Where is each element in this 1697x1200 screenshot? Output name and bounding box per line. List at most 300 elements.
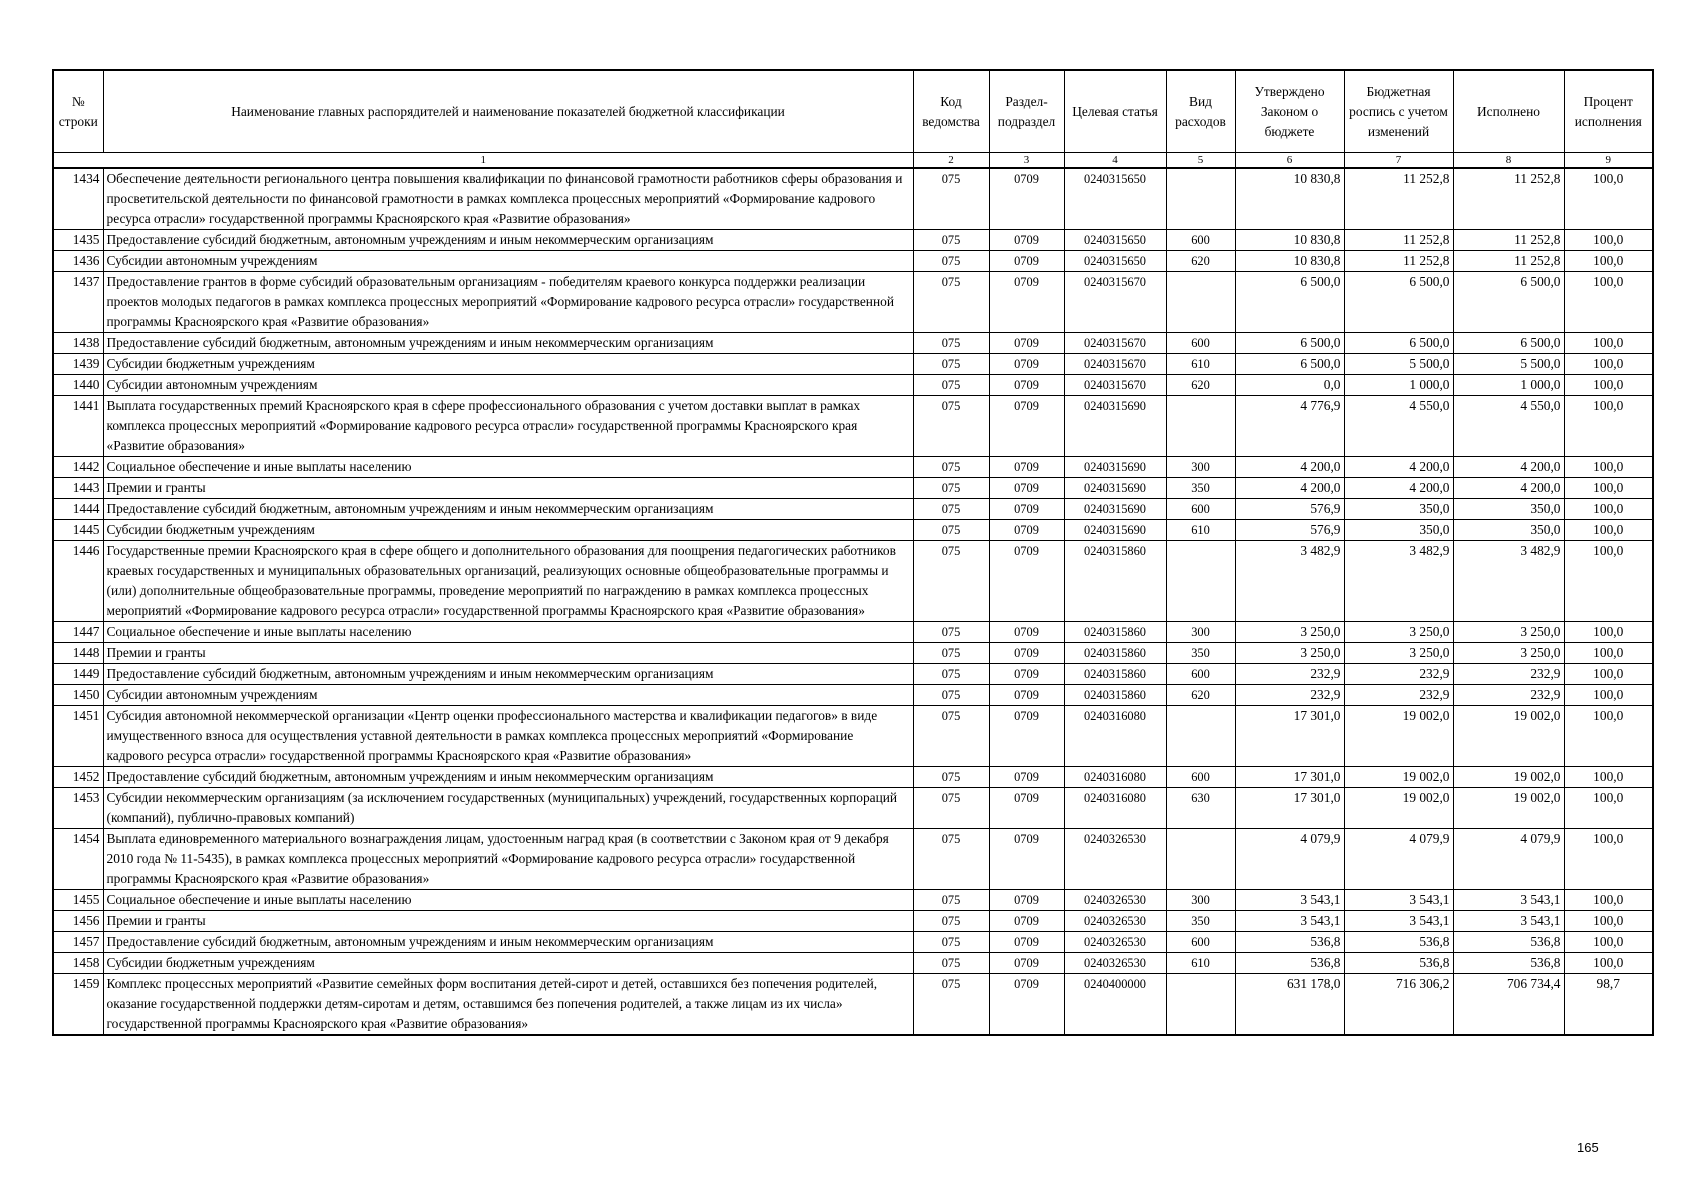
executed-amount-cell: 11 252,8 <box>1453 230 1564 251</box>
execution-percent-cell: 98,7 <box>1564 974 1653 1036</box>
budget-amount-cell: 4 550,0 <box>1344 396 1453 457</box>
row-name-cell: Премии и гранты <box>103 478 913 499</box>
table-row <box>53 890 1653 911</box>
department-code-cell: 075 <box>913 911 989 932</box>
department-code-cell: 075 <box>913 396 989 457</box>
expense-type-cell <box>1166 974 1235 1036</box>
row-number-cell: 1442 <box>53 457 103 478</box>
department-code-cell: 075 <box>913 520 989 541</box>
row-number-cell: 1459 <box>53 974 103 1036</box>
row-name-cell: Государственные премии Красноярского края в сфере общего и дополнительного образования для поощрения педагогических работников краевых государственных и муниципальных образовательных организаций, реализующих основные общеобразовательные программы и (или) дополнительные общеобразовательные программы, проведение мероприятий по награждению в рамках комплекса процессных мероприятий «Формирование кадрового ресурса отрасли» государственной программы Красноярского края «Развитие образования» <box>103 541 913 622</box>
table-row <box>53 520 1653 541</box>
department-code-cell: 075 <box>913 478 989 499</box>
budget-amount-cell: 11 252,8 <box>1344 230 1453 251</box>
section-cell: 0709 <box>989 375 1064 396</box>
budget-amount-cell: 350,0 <box>1344 499 1453 520</box>
executed-amount-cell: 11 252,8 <box>1453 251 1564 272</box>
executed-amount-cell: 4 200,0 <box>1453 478 1564 499</box>
department-code-cell: 075 <box>913 168 989 230</box>
execution-percent-cell: 100,0 <box>1564 520 1653 541</box>
executed-amount-cell: 3 482,9 <box>1453 541 1564 622</box>
header-expense-type: Вид расходов <box>1166 70 1235 153</box>
target-article-cell: 0240326530 <box>1064 911 1166 932</box>
department-code-cell: 075 <box>913 974 989 1036</box>
table-row <box>53 396 1653 457</box>
header-execution-percent: Процент исполнения <box>1564 70 1653 153</box>
target-article-cell: 0240315670 <box>1064 354 1166 375</box>
target-article-cell: 0240326530 <box>1064 932 1166 953</box>
row-name-cell: Предоставление субсидий бюджетным, автономным учреждениям и иным некоммерческим организациям <box>103 932 913 953</box>
row-name-cell: Предоставление грантов в форме субсидий образовательным организациям - победителям краевого конкурса поддержки реализации проектов молодых педагогов в рамках комплекса процессных мероприятий «Формирование кадрового ресурса отрасли» государственной программы Красноярского края «Развитие образования» <box>103 272 913 333</box>
approved-amount-cell: 17 301,0 <box>1235 788 1344 829</box>
row-number-cell: 1455 <box>53 890 103 911</box>
target-article-cell: 0240315860 <box>1064 622 1166 643</box>
executed-amount-cell: 232,9 <box>1453 685 1564 706</box>
budget-amount-cell: 19 002,0 <box>1344 788 1453 829</box>
header-approved-by-law: Утверждено Законом о бюджете <box>1235 70 1344 153</box>
table-row <box>53 622 1653 643</box>
expense-type-cell: 620 <box>1166 251 1235 272</box>
budget-amount-cell: 4 200,0 <box>1344 457 1453 478</box>
execution-percent-cell: 100,0 <box>1564 911 1653 932</box>
executed-amount-cell: 706 734,4 <box>1453 974 1564 1036</box>
budget-amount-cell: 4 079,9 <box>1344 829 1453 890</box>
row-name-cell: Субсидии автономным учреждениям <box>103 685 913 706</box>
table-row <box>53 333 1653 354</box>
target-article-cell: 0240315860 <box>1064 643 1166 664</box>
section-cell: 0709 <box>989 767 1064 788</box>
approved-amount-cell: 3 250,0 <box>1235 643 1344 664</box>
executed-amount-cell: 6 500,0 <box>1453 272 1564 333</box>
execution-percent-cell: 100,0 <box>1564 706 1653 767</box>
table-row <box>53 478 1653 499</box>
row-name-cell: Предоставление субсидий бюджетным, автономным учреждениям и иным некоммерческим организациям <box>103 333 913 354</box>
execution-percent-cell: 100,0 <box>1564 457 1653 478</box>
department-code-cell: 075 <box>913 457 989 478</box>
budget-amount-cell: 19 002,0 <box>1344 706 1453 767</box>
row-name-cell: Комплекс процессных мероприятий «Развитие семейных форм воспитания детей-сирот и детей, оставшихся без попечения родителей, оказание государственной поддержки детям-сиротам и детям, оставшимся без попечения родителей, а также лицам из их числа» государственной программы Красноярского края «Развитие образования» <box>103 974 913 1036</box>
department-code-cell: 075 <box>913 685 989 706</box>
target-article-cell: 0240315690 <box>1064 457 1166 478</box>
executed-amount-cell: 232,9 <box>1453 664 1564 685</box>
approved-amount-cell: 4 200,0 <box>1235 478 1344 499</box>
executed-amount-cell: 350,0 <box>1453 520 1564 541</box>
table-row <box>53 953 1653 974</box>
target-article-cell: 0240315650 <box>1064 168 1166 230</box>
budget-amount-cell: 11 252,8 <box>1344 251 1453 272</box>
row-number-cell: 1457 <box>53 932 103 953</box>
executed-amount-cell: 1 000,0 <box>1453 375 1564 396</box>
table-header-row <box>53 70 1653 153</box>
execution-percent-cell: 100,0 <box>1564 767 1653 788</box>
target-article-cell: 0240315690 <box>1064 396 1166 457</box>
expense-type-cell: 600 <box>1166 230 1235 251</box>
row-number-cell: 1438 <box>53 333 103 354</box>
table-row <box>53 911 1653 932</box>
row-number-cell: 1434 <box>53 168 103 230</box>
column-number: 4 <box>1064 153 1166 169</box>
budget-amount-cell: 11 252,8 <box>1344 168 1453 230</box>
row-number-cell: 1445 <box>53 520 103 541</box>
budget-amount-cell: 3 482,9 <box>1344 541 1453 622</box>
approved-amount-cell: 576,9 <box>1235 520 1344 541</box>
table-row <box>53 354 1653 375</box>
row-number-cell: 1452 <box>53 767 103 788</box>
row-number-cell: 1453 <box>53 788 103 829</box>
department-code-cell: 075 <box>913 767 989 788</box>
row-name-cell: Предоставление субсидий бюджетным, автономным учреждениям и иным некоммерческим организациям <box>103 767 913 788</box>
execution-percent-cell: 100,0 <box>1564 251 1653 272</box>
department-code-cell: 075 <box>913 788 989 829</box>
department-code-cell: 075 <box>913 230 989 251</box>
table-row <box>53 251 1653 272</box>
department-code-cell: 075 <box>913 354 989 375</box>
row-name-cell: Субсидии бюджетным учреждениям <box>103 354 913 375</box>
table-row <box>53 168 1653 230</box>
execution-percent-cell: 100,0 <box>1564 230 1653 251</box>
row-number-cell: 1439 <box>53 354 103 375</box>
expense-type-cell <box>1166 396 1235 457</box>
department-code-cell: 075 <box>913 890 989 911</box>
table-row <box>53 685 1653 706</box>
row-number-cell: 1451 <box>53 706 103 767</box>
executed-amount-cell: 4 200,0 <box>1453 457 1564 478</box>
column-number: 8 <box>1453 153 1564 169</box>
row-name-cell: Социальное обеспечение и иные выплаты населению <box>103 890 913 911</box>
row-name-cell: Обеспечение деятельности регионального центра повышения квалификации по финансовой грамотности работников сферы образования и просветительской деятельности по финансовой грамотности в рамках комплекса процессных мероприятий «Формирование кадрового ресурса отрасли» государственной программы Красноярского края «Развитие образования» <box>103 168 913 230</box>
target-article-cell: 0240315860 <box>1064 541 1166 622</box>
approved-amount-cell: 4 200,0 <box>1235 457 1344 478</box>
execution-percent-cell: 100,0 <box>1564 643 1653 664</box>
section-cell: 0709 <box>989 457 1064 478</box>
execution-percent-cell: 100,0 <box>1564 890 1653 911</box>
budget-amount-cell: 716 306,2 <box>1344 974 1453 1036</box>
target-article-cell: 0240326530 <box>1064 953 1166 974</box>
budget-report-sheet <box>52 69 1652 1036</box>
approved-amount-cell: 17 301,0 <box>1235 706 1344 767</box>
row-name-cell: Социальное обеспечение и иные выплаты населению <box>103 622 913 643</box>
expense-type-cell: 610 <box>1166 953 1235 974</box>
row-number-cell: 1443 <box>53 478 103 499</box>
budget-amount-cell: 232,9 <box>1344 664 1453 685</box>
budget-amount-cell: 3 250,0 <box>1344 622 1453 643</box>
header-budget-schedule: Бюджетная роспись с учетом изменений <box>1344 70 1453 153</box>
section-cell: 0709 <box>989 932 1064 953</box>
execution-percent-cell: 100,0 <box>1564 272 1653 333</box>
target-article-cell: 0240316080 <box>1064 788 1166 829</box>
section-cell: 0709 <box>989 396 1064 457</box>
column-number: 7 <box>1344 153 1453 169</box>
row-name-cell: Субсидии бюджетным учреждениям <box>103 953 913 974</box>
approved-amount-cell: 10 830,8 <box>1235 251 1344 272</box>
column-numbers-row <box>53 153 1653 169</box>
approved-amount-cell: 10 830,8 <box>1235 230 1344 251</box>
expense-type-cell <box>1166 541 1235 622</box>
department-code-cell: 075 <box>913 375 989 396</box>
target-article-cell: 0240315670 <box>1064 375 1166 396</box>
row-name-cell: Субсидии некоммерческим организациям (за исключением государственных (муниципальных) учреждений, государственных корпораций (компаний), публично-правовых компаний) <box>103 788 913 829</box>
approved-amount-cell: 10 830,8 <box>1235 168 1344 230</box>
row-number-cell: 1440 <box>53 375 103 396</box>
table-row <box>53 706 1653 767</box>
approved-amount-cell: 0,0 <box>1235 375 1344 396</box>
table-row <box>53 974 1653 1036</box>
expense-type-cell: 610 <box>1166 520 1235 541</box>
budget-amount-cell: 5 500,0 <box>1344 354 1453 375</box>
approved-amount-cell: 4 776,9 <box>1235 396 1344 457</box>
row-name-cell: Премии и гранты <box>103 911 913 932</box>
executed-amount-cell: 3 250,0 <box>1453 622 1564 643</box>
execution-percent-cell: 100,0 <box>1564 664 1653 685</box>
execution-percent-cell: 100,0 <box>1564 168 1653 230</box>
section-cell: 0709 <box>989 333 1064 354</box>
section-cell: 0709 <box>989 890 1064 911</box>
approved-amount-cell: 631 178,0 <box>1235 974 1344 1036</box>
column-number: 3 <box>989 153 1064 169</box>
row-number-cell: 1458 <box>53 953 103 974</box>
row-number-cell: 1448 <box>53 643 103 664</box>
section-cell: 0709 <box>989 541 1064 622</box>
department-code-cell: 075 <box>913 932 989 953</box>
expense-type-cell: 600 <box>1166 932 1235 953</box>
expense-type-cell: 300 <box>1166 890 1235 911</box>
table-row <box>53 375 1653 396</box>
row-name-cell: Субсидии автономным учреждениям <box>103 251 913 272</box>
expense-type-cell: 600 <box>1166 664 1235 685</box>
executed-amount-cell: 536,8 <box>1453 932 1564 953</box>
approved-amount-cell: 232,9 <box>1235 685 1344 706</box>
target-article-cell: 0240315670 <box>1064 333 1166 354</box>
approved-amount-cell: 3 482,9 <box>1235 541 1344 622</box>
section-cell: 0709 <box>989 829 1064 890</box>
row-number-cell: 1449 <box>53 664 103 685</box>
table-row <box>53 664 1653 685</box>
execution-percent-cell: 100,0 <box>1564 333 1653 354</box>
row-number-cell: 1444 <box>53 499 103 520</box>
executed-amount-cell: 536,8 <box>1453 953 1564 974</box>
budget-amount-cell: 536,8 <box>1344 953 1453 974</box>
table-row <box>53 272 1653 333</box>
approved-amount-cell: 232,9 <box>1235 664 1344 685</box>
section-cell: 0709 <box>989 230 1064 251</box>
section-cell: 0709 <box>989 478 1064 499</box>
expense-type-cell: 350 <box>1166 478 1235 499</box>
approved-amount-cell: 536,8 <box>1235 932 1344 953</box>
executed-amount-cell: 19 002,0 <box>1453 767 1564 788</box>
execution-percent-cell: 100,0 <box>1564 685 1653 706</box>
approved-amount-cell: 6 500,0 <box>1235 272 1344 333</box>
target-article-cell: 0240315690 <box>1064 499 1166 520</box>
approved-amount-cell: 576,9 <box>1235 499 1344 520</box>
expense-type-cell: 600 <box>1166 333 1235 354</box>
execution-percent-cell: 100,0 <box>1564 354 1653 375</box>
budget-amount-cell: 1 000,0 <box>1344 375 1453 396</box>
row-name-cell: Премии и гранты <box>103 643 913 664</box>
section-cell: 0709 <box>989 664 1064 685</box>
executed-amount-cell: 4 550,0 <box>1453 396 1564 457</box>
target-article-cell: 0240316080 <box>1064 706 1166 767</box>
header-executed: Исполнено <box>1453 70 1564 153</box>
row-number-cell: 1450 <box>53 685 103 706</box>
row-name-cell: Субсидии автономным учреждениям <box>103 375 913 396</box>
target-article-cell: 0240400000 <box>1064 974 1166 1036</box>
executed-amount-cell: 350,0 <box>1453 499 1564 520</box>
row-number-cell: 1437 <box>53 272 103 333</box>
column-number: 9 <box>1564 153 1653 169</box>
expense-type-cell <box>1166 829 1235 890</box>
department-code-cell: 075 <box>913 541 989 622</box>
expense-type-cell: 600 <box>1166 499 1235 520</box>
execution-percent-cell: 100,0 <box>1564 622 1653 643</box>
section-cell: 0709 <box>989 354 1064 375</box>
column-number: 5 <box>1166 153 1235 169</box>
target-article-cell: 0240326530 <box>1064 890 1166 911</box>
department-code-cell: 075 <box>913 664 989 685</box>
expense-type-cell: 630 <box>1166 788 1235 829</box>
table-row <box>53 541 1653 622</box>
row-number-cell: 1446 <box>53 541 103 622</box>
section-cell: 0709 <box>989 622 1064 643</box>
target-article-cell: 0240315650 <box>1064 251 1166 272</box>
department-code-cell: 075 <box>913 622 989 643</box>
page-number: 165 <box>1577 1140 1599 1155</box>
table-row <box>53 643 1653 664</box>
table-row <box>53 829 1653 890</box>
section-cell: 0709 <box>989 953 1064 974</box>
department-code-cell: 075 <box>913 272 989 333</box>
executed-amount-cell: 3 543,1 <box>1453 890 1564 911</box>
expense-type-cell: 600 <box>1166 767 1235 788</box>
table-row <box>53 932 1653 953</box>
row-number-cell: 1441 <box>53 396 103 457</box>
section-cell: 0709 <box>989 168 1064 230</box>
target-article-cell: 0240315860 <box>1064 664 1166 685</box>
execution-percent-cell: 100,0 <box>1564 396 1653 457</box>
section-cell: 0709 <box>989 251 1064 272</box>
section-cell: 0709 <box>989 643 1064 664</box>
header-target-article: Целевая статья <box>1064 70 1166 153</box>
expense-type-cell: 300 <box>1166 457 1235 478</box>
header-name: Наименование главных распорядителей и наименование показателей бюджетной классификации <box>103 70 913 153</box>
expense-type-cell: 300 <box>1166 622 1235 643</box>
executed-amount-cell: 11 252,8 <box>1453 168 1564 230</box>
approved-amount-cell: 6 500,0 <box>1235 354 1344 375</box>
row-number-cell: 1447 <box>53 622 103 643</box>
section-cell: 0709 <box>989 706 1064 767</box>
executed-amount-cell: 3 543,1 <box>1453 911 1564 932</box>
column-number: 1 <box>53 153 913 169</box>
department-code-cell: 075 <box>913 251 989 272</box>
row-name-cell: Предоставление субсидий бюджетным, автономным учреждениям и иным некоммерческим организациям <box>103 499 913 520</box>
budget-amount-cell: 350,0 <box>1344 520 1453 541</box>
target-article-cell: 0240315690 <box>1064 520 1166 541</box>
approved-amount-cell: 3 543,1 <box>1235 911 1344 932</box>
header-section: Раздел-подраздел <box>989 70 1064 153</box>
section-cell: 0709 <box>989 788 1064 829</box>
target-article-cell: 0240326530 <box>1064 829 1166 890</box>
row-number-cell: 1454 <box>53 829 103 890</box>
execution-percent-cell: 100,0 <box>1564 788 1653 829</box>
section-cell: 0709 <box>989 685 1064 706</box>
target-article-cell: 0240315650 <box>1064 230 1166 251</box>
execution-percent-cell: 100,0 <box>1564 478 1653 499</box>
executed-amount-cell: 19 002,0 <box>1453 706 1564 767</box>
approved-amount-cell: 3 543,1 <box>1235 890 1344 911</box>
section-cell: 0709 <box>989 499 1064 520</box>
row-name-cell: Выплата государственных премий Красноярского края в сфере профессионального образования с учетом доставки выплат в рамках комплекса процессных мероприятий «Формирование кадрового ресурса отрасли» государственной программы Красноярского края «Развитие образования» <box>103 396 913 457</box>
section-cell: 0709 <box>989 911 1064 932</box>
department-code-cell: 075 <box>913 643 989 664</box>
row-name-cell: Субсидия автономной некоммерческой организации «Центр оценки профессионального мастерства и квалификации педагогов» в виде имущественного взноса для осуществления уставной деятельности в рамках комплекса процессных мероприятий «Формирование кадрового ресурса отрасли» государственной программы Красноярского края «Развитие образования» <box>103 706 913 767</box>
table-row <box>53 457 1653 478</box>
column-number: 2 <box>913 153 989 169</box>
table-row <box>53 230 1653 251</box>
budget-amount-cell: 3 543,1 <box>1344 911 1453 932</box>
section-cell: 0709 <box>989 520 1064 541</box>
department-code-cell: 075 <box>913 953 989 974</box>
approved-amount-cell: 3 250,0 <box>1235 622 1344 643</box>
row-name-cell: Социальное обеспечение и иные выплаты населению <box>103 457 913 478</box>
target-article-cell: 0240315690 <box>1064 478 1166 499</box>
approved-amount-cell: 6 500,0 <box>1235 333 1344 354</box>
header-row-number: № строки <box>53 70 103 153</box>
budget-amount-cell: 6 500,0 <box>1344 272 1453 333</box>
department-code-cell: 075 <box>913 829 989 890</box>
executed-amount-cell: 19 002,0 <box>1453 788 1564 829</box>
approved-amount-cell: 4 079,9 <box>1235 829 1344 890</box>
budget-amount-cell: 6 500,0 <box>1344 333 1453 354</box>
execution-percent-cell: 100,0 <box>1564 541 1653 622</box>
budget-amount-cell: 19 002,0 <box>1344 767 1453 788</box>
executed-amount-cell: 6 500,0 <box>1453 333 1564 354</box>
section-cell: 0709 <box>989 272 1064 333</box>
budget-amount-cell: 3 250,0 <box>1344 643 1453 664</box>
execution-percent-cell: 100,0 <box>1564 375 1653 396</box>
expense-type-cell <box>1166 706 1235 767</box>
target-article-cell: 0240316080 <box>1064 767 1166 788</box>
executed-amount-cell: 3 250,0 <box>1453 643 1564 664</box>
budget-amount-cell: 3 543,1 <box>1344 890 1453 911</box>
execution-percent-cell: 100,0 <box>1564 829 1653 890</box>
executed-amount-cell: 5 500,0 <box>1453 354 1564 375</box>
budget-amount-cell: 536,8 <box>1344 932 1453 953</box>
table-body <box>53 168 1653 1035</box>
executed-amount-cell: 4 079,9 <box>1453 829 1564 890</box>
row-name-cell: Предоставление субсидий бюджетным, автономным учреждениям и иным некоммерческим организациям <box>103 664 913 685</box>
row-name-cell: Предоставление субсидий бюджетным, автономным учреждениям и иным некоммерческим организациям <box>103 230 913 251</box>
execution-percent-cell: 100,0 <box>1564 499 1653 520</box>
target-article-cell: 0240315860 <box>1064 685 1166 706</box>
expense-type-cell: 350 <box>1166 643 1235 664</box>
column-number: 6 <box>1235 153 1344 169</box>
table-row <box>53 788 1653 829</box>
target-article-cell: 0240315670 <box>1064 272 1166 333</box>
row-name-cell: Субсидии бюджетным учреждениям <box>103 520 913 541</box>
expense-type-cell: 620 <box>1166 375 1235 396</box>
department-code-cell: 075 <box>913 333 989 354</box>
budget-amount-cell: 4 200,0 <box>1344 478 1453 499</box>
budget-execution-table <box>52 69 1654 1036</box>
table-row <box>53 499 1653 520</box>
row-name-cell: Выплата единовременного материального вознаграждения лицам, удостоенным наград края (в соответствии с Законом края от 9 декабря 2010 года № 11-5435), в рамках комплекса процессных мероприятий «Формирование кадрового ресурса отрасли» государственной программы Красноярского края «Развитие образования» <box>103 829 913 890</box>
approved-amount-cell: 536,8 <box>1235 953 1344 974</box>
table-row <box>53 767 1653 788</box>
expense-type-cell <box>1166 272 1235 333</box>
execution-percent-cell: 100,0 <box>1564 932 1653 953</box>
expense-type-cell: 350 <box>1166 911 1235 932</box>
approved-amount-cell: 17 301,0 <box>1235 767 1344 788</box>
department-code-cell: 075 <box>913 706 989 767</box>
